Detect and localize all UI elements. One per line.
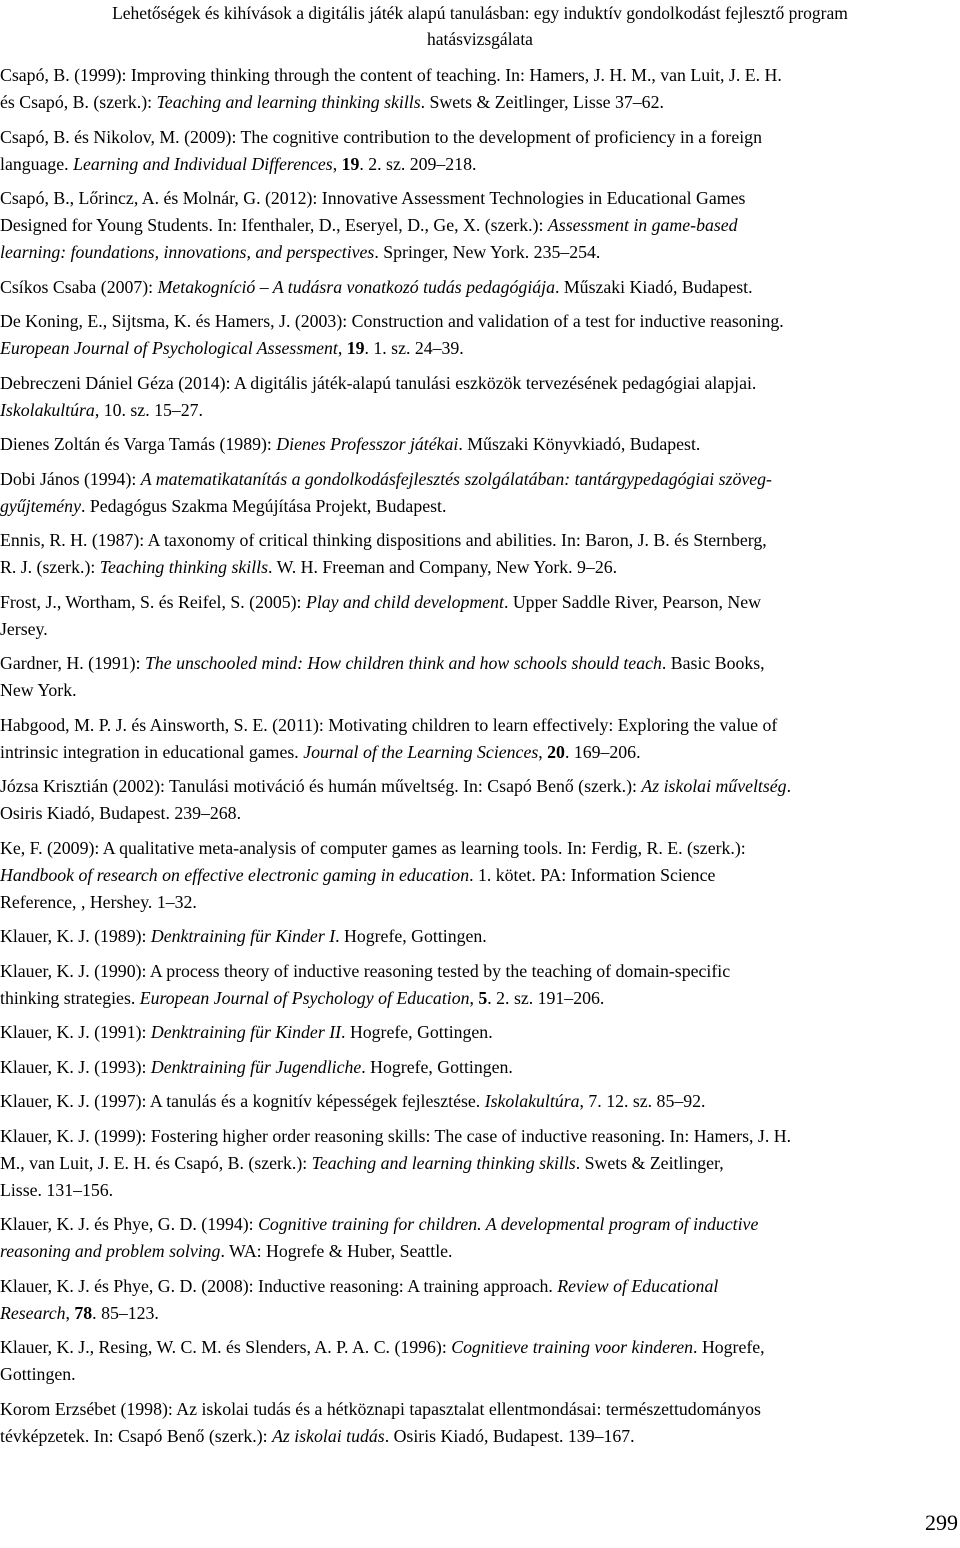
reference-entry bbox=[0, 1334, 960, 1388]
reference-line bbox=[0, 800, 960, 827]
reference-entry bbox=[0, 185, 960, 266]
reference-text-segment: Klauer, K. J. és Phye, G. D. (2008): Inductive reasoning: A training approach. bbox=[0, 1275, 558, 1296]
reference-title-segment: Denktraining für Jugendliche bbox=[150, 1056, 362, 1077]
reference-text-segment: . Hogrefe, Gottingen. bbox=[341, 1022, 493, 1042]
reference-text-segment: . Hogrefe, bbox=[693, 1337, 765, 1357]
reference-text-segment: , bbox=[469, 987, 479, 1008]
reference-text-segment: , 10. sz. 15–27. bbox=[94, 399, 203, 420]
reference-text-segment: Gottingen. bbox=[0, 1364, 76, 1384]
reference-line bbox=[0, 1300, 960, 1327]
reference-text-segment: és Csapó, B. (szerk.): bbox=[0, 92, 157, 112]
reference-title-segment: European Journal of Psychology of Education bbox=[139, 987, 470, 1008]
reference-line bbox=[0, 1123, 960, 1150]
reference-text-segment: . WA: Hogrefe & Huber, Seattle. bbox=[220, 1241, 453, 1261]
reference-title-segment: Denktraining für Kinder I bbox=[150, 926, 336, 946]
reference-title-segment: Iskolakultúra bbox=[484, 1091, 580, 1111]
reference-line bbox=[0, 527, 960, 554]
reference-line bbox=[0, 554, 960, 581]
reference-text-segment: Csapó, B. és Nikolov, M. (2009): The cognitive contribution to the development of proficiency in a foreign bbox=[0, 126, 762, 147]
reference-line bbox=[0, 1273, 960, 1300]
reference-title-segment: Cognitive training for children. A developmental program of inductive bbox=[258, 1214, 759, 1234]
reference-text-segment: . Hogrefe, Gottingen. bbox=[361, 1056, 513, 1077]
reference-entry bbox=[0, 1054, 960, 1081]
reference-line bbox=[0, 1019, 960, 1046]
header-line-1: Lehetőségek és kihívások a digitális játék alapú tanulásban: egy induktív gondolkodást fejlesztő program bbox=[112, 3, 848, 23]
reference-text-segment: Klauer, K. J., Resing, W. C. M. és Slenders, A. P. A. C. (1996): bbox=[0, 1337, 452, 1357]
reference-text-segment: Dobi János (1994): bbox=[0, 468, 141, 489]
reference-entry bbox=[0, 589, 960, 643]
reference-text-segment: Gardner, H. (1991): bbox=[0, 653, 145, 673]
reference-text-segment: . Osiris Kiadó, Budapest. 139–167. bbox=[384, 1425, 635, 1446]
reference-title-segment: Review of Educational bbox=[557, 1275, 719, 1296]
reference-line bbox=[0, 1211, 960, 1238]
reference-text-segment: De Koning, E., Sijtsma, K. és Hamers, J. (2003): Construction and validation of a test for inductive reasoning. bbox=[0, 311, 784, 331]
reference-line bbox=[0, 958, 960, 985]
reference-text-segment: . Basic Books, bbox=[661, 653, 765, 673]
reference-text-segment: Klauer, K. J. és Phye, G. D. (1994): bbox=[0, 1214, 259, 1234]
reference-line bbox=[0, 1150, 960, 1177]
reference-line bbox=[0, 650, 960, 677]
reference-text-segment: Korom Erzsébet (1998): Az iskolai tudás és a hétköznapi tapasztalat ellentmondásai: természettudományos bbox=[0, 1398, 761, 1419]
reference-text-segment: Debreczeni Dániel Géza (2014): A digitális játék-alapú tanulási eszközök tervezésének pedagógiai alapjai. bbox=[0, 372, 757, 393]
reference-text-segment: . 1. sz. 24–39. bbox=[364, 338, 464, 358]
reference-volume-segment: 78 bbox=[74, 1302, 93, 1323]
reference-line bbox=[0, 466, 960, 493]
reference-line bbox=[0, 1177, 960, 1204]
reference-text-segment: . Pedagógus Szakma Megújítása Projekt, Budapest. bbox=[80, 495, 447, 516]
reference-line bbox=[0, 1334, 960, 1361]
reference-entry bbox=[0, 712, 960, 766]
reference-text-segment: Lisse. 131–156. bbox=[0, 1179, 114, 1200]
reference-text-segment: intrinsic integration in educational games. bbox=[0, 741, 304, 762]
reference-title-segment: Assessment in game-based bbox=[547, 215, 738, 235]
reference-text-segment: . 2. sz. 191–206. bbox=[487, 987, 605, 1008]
reference-line bbox=[0, 370, 960, 397]
reference-line bbox=[0, 677, 960, 704]
reference-line bbox=[0, 185, 960, 212]
reference-line bbox=[0, 862, 960, 889]
reference-text-segment: Dienes Zoltán és Varga Tamás (1989): bbox=[0, 434, 277, 454]
reference-text-segment: Jersey. bbox=[0, 618, 48, 639]
reference-line bbox=[0, 1396, 960, 1423]
reference-text-segment: Klauer, K. J. (1999): Fostering higher order reasoning skills: The case of inductive reasoning. In: Hamers, J. H. bbox=[0, 1125, 792, 1146]
reference-text-segment: Csíkos Csaba (2007): bbox=[0, 276, 158, 297]
reference-entry bbox=[0, 1211, 960, 1265]
reference-text-segment: Klauer, K. J. (1989): bbox=[0, 926, 151, 946]
reference-text-segment: thinking strategies. bbox=[0, 987, 140, 1008]
reference-entry bbox=[0, 1396, 960, 1450]
reference-title-segment: Dienes Professzor játékai bbox=[276, 434, 459, 454]
reference-entry bbox=[0, 124, 960, 178]
reference-text-segment: . Swets & Zeitlinger, bbox=[575, 1152, 724, 1173]
reference-text-segment: M., van Luit, J. E. H. és Csapó, B. (szerk.): bbox=[0, 1152, 312, 1173]
page-number: 299 bbox=[925, 1510, 958, 1535]
reference-title-segment: A matematikatanítás a gondolkodásfejlesztés szolgálatában: tantárgypedagógiai szöveg- bbox=[140, 468, 772, 489]
reference-title-segment: Az iskolai műveltség bbox=[641, 776, 787, 796]
reference-title-segment: Denktraining für Kinder II bbox=[150, 1022, 342, 1042]
reference-text-segment: Osiris Kiadó, Budapest. 239–268. bbox=[0, 803, 242, 823]
reference-line bbox=[0, 1088, 960, 1115]
reference-entry bbox=[0, 370, 960, 424]
reference-entry bbox=[0, 650, 960, 704]
reference-line bbox=[0, 151, 960, 178]
reference-line bbox=[0, 739, 960, 766]
reference-entry bbox=[0, 1273, 960, 1327]
reference-text-segment: New York. bbox=[0, 680, 77, 700]
reference-text-segment: Józsa Krisztián (2002): Tanulási motiváció és humán műveltség. In: Csapó Benő (szerk.): bbox=[0, 776, 642, 796]
reference-text-segment: , bbox=[538, 741, 548, 762]
reference-text-segment: Csapó, B., Lőrincz, A. és Molnár, G. (2012): Innovative Assessment Technologies in Educational Games bbox=[0, 188, 746, 208]
reference-entry bbox=[0, 958, 960, 1012]
reference-text-segment: , 7. 12. sz. 85–92. bbox=[579, 1091, 706, 1111]
reference-entry bbox=[0, 1019, 960, 1046]
header-line-2: hatásvizsgálata bbox=[427, 29, 533, 49]
reference-line bbox=[0, 239, 960, 266]
reference-title-segment: Learning and Individual Differences bbox=[73, 153, 333, 174]
reference-entry bbox=[0, 527, 960, 581]
reference-entry bbox=[0, 1123, 960, 1204]
reference-title-segment: Az iskolai tudás bbox=[272, 1425, 385, 1446]
reference-entry bbox=[0, 308, 960, 362]
reference-line bbox=[0, 124, 960, 151]
reference-title-segment: Journal of the Learning Sciences bbox=[303, 741, 539, 762]
reference-text-segment: tévképzetek. In: Csapó Benő (szerk.): bbox=[0, 1425, 273, 1446]
reference-title-segment: Teaching and learning thinking skills bbox=[311, 1152, 576, 1173]
reference-entry bbox=[0, 1088, 960, 1115]
reference-text-segment: . 169–206. bbox=[564, 741, 641, 762]
reference-line bbox=[0, 89, 960, 116]
reference-line bbox=[0, 923, 960, 950]
reference-text-segment: Reference, , Hershey. 1–32. bbox=[0, 891, 197, 912]
reference-title-segment: Research bbox=[0, 1302, 66, 1323]
reference-entry bbox=[0, 923, 960, 950]
reference-line bbox=[0, 712, 960, 739]
reference-text-segment: Ke, F. (2009): A qualitative meta-analysis of computer games as learning tools. In: Ferdig, R. E. (szerk.): bbox=[0, 837, 746, 858]
reference-entry bbox=[0, 62, 960, 116]
reference-entry bbox=[0, 835, 960, 916]
reference-title-segment: learning: foundations, innovations, and perspectives bbox=[0, 242, 375, 262]
reference-text-segment: Ennis, R. H. (1987): A taxonomy of critical thinking dispositions and abilities. In: Baron, J. B. és Sternberg, bbox=[0, 530, 767, 550]
reference-text-segment: language. bbox=[0, 153, 74, 174]
reference-entry bbox=[0, 274, 960, 301]
reference-text-segment: . W. H. Freeman and Company, New York. 9–26. bbox=[268, 557, 618, 577]
reference-title-segment: Metakogníció – A tudásra vonatkozó tudás pedagógiája bbox=[157, 276, 555, 297]
reference-volume-segment: 19 bbox=[341, 153, 360, 174]
reference-text-segment: , bbox=[65, 1302, 75, 1323]
reference-text-segment: Designed for Young Students. In: Ifenthaler, D., Eseryel, D., Ge, X. (szerk.): bbox=[0, 215, 548, 235]
reference-line bbox=[0, 1238, 960, 1265]
reference-text-segment: Klauer, K. J. (1991): bbox=[0, 1022, 151, 1042]
reference-line bbox=[0, 616, 960, 643]
reference-title-segment: gyűjtemény bbox=[0, 495, 81, 516]
reference-title-segment: Teaching and learning thinking skills bbox=[156, 92, 421, 112]
reference-line bbox=[0, 308, 960, 335]
reference-line bbox=[0, 335, 960, 362]
reference-text-segment: . Hogrefe, Gottingen. bbox=[335, 926, 487, 946]
reference-text-segment: , bbox=[337, 338, 347, 358]
reference-title-segment: reasoning and problem solving bbox=[0, 1241, 221, 1261]
reference-entry bbox=[0, 773, 960, 827]
reference-line bbox=[0, 62, 960, 89]
reference-text-segment: Klauer, K. J. (1997): A tanulás és a kognitív képességek fejlesztése. bbox=[0, 1091, 485, 1111]
reference-text-segment: . Springer, New York. 235–254. bbox=[374, 242, 601, 262]
reference-title-segment: European Journal of Psychological Assessment bbox=[0, 338, 338, 358]
reference-line bbox=[0, 985, 960, 1012]
reference-list bbox=[0, 62, 960, 1457]
reference-text-segment: . 2. sz. 209–218. bbox=[359, 153, 477, 174]
reference-title-segment: Iskolakultúra bbox=[0, 399, 95, 420]
reference-volume-segment: 20 bbox=[547, 741, 565, 762]
reference-line bbox=[0, 493, 960, 520]
reference-title-segment: Play and child development bbox=[305, 591, 504, 612]
reference-text-segment: . Upper Saddle River, Pearson, New bbox=[503, 591, 762, 612]
reference-line bbox=[0, 212, 960, 239]
reference-volume-segment: 19 bbox=[346, 338, 365, 358]
reference-entry bbox=[0, 466, 960, 520]
reference-text-segment: . Swets & Zeitlinger, Lisse 37–62. bbox=[420, 92, 664, 112]
reference-title-segment: Teaching thinking skills bbox=[99, 557, 269, 577]
reference-text-segment: Csapó, B. (1999): Improving thinking through the content of teaching. In: Hamers, J. H. M., van Luit, J. E. H. bbox=[0, 65, 782, 85]
reference-text-segment: . 1. kötet. PA: Information Science bbox=[469, 864, 716, 885]
reference-line bbox=[0, 773, 960, 800]
reference-text-segment: Habgood, M. P. J. és Ainsworth, S. E. (2011): Motivating children to learn effectively: Exploring the value of bbox=[0, 714, 778, 735]
reference-text-segment: R. J. (szerk.): bbox=[0, 557, 100, 577]
reference-line bbox=[0, 1361, 960, 1388]
reference-line bbox=[0, 431, 960, 458]
reference-title-segment: The unschooled mind: How children think and how schools should teach bbox=[144, 653, 662, 673]
reference-line bbox=[0, 1423, 960, 1450]
reference-line bbox=[0, 835, 960, 862]
reference-text-segment: Klauer, K. J. (1993): bbox=[0, 1056, 151, 1077]
reference-title-segment: Cognitieve training voor kinderen bbox=[451, 1337, 694, 1357]
running-header bbox=[0, 0, 960, 52]
reference-line bbox=[0, 397, 960, 424]
reference-line bbox=[0, 889, 960, 916]
reference-text-segment: . bbox=[786, 776, 792, 796]
reference-text-segment: , bbox=[332, 153, 342, 174]
reference-line bbox=[0, 1054, 960, 1081]
reference-text-segment: . 85–123. bbox=[92, 1302, 159, 1323]
reference-text-segment: . Műszaki Kiadó, Budapest. bbox=[554, 276, 753, 297]
reference-text-segment: . Műszaki Könyvkiadó, Budapest. bbox=[458, 434, 701, 454]
reference-entry bbox=[0, 431, 960, 458]
reference-text-segment: Frost, J., Wortham, S. és Reifel, S. (2005): bbox=[0, 591, 306, 612]
reference-text-segment: Klauer, K. J. (1990): A process theory of inductive reasoning tested by the teaching of domain-specific bbox=[0, 960, 731, 981]
reference-line bbox=[0, 274, 960, 301]
reference-volume-segment: 5 bbox=[478, 987, 488, 1008]
reference-line bbox=[0, 589, 960, 616]
reference-title-segment: Handbook of research on effective electronic gaming in education bbox=[0, 864, 470, 885]
